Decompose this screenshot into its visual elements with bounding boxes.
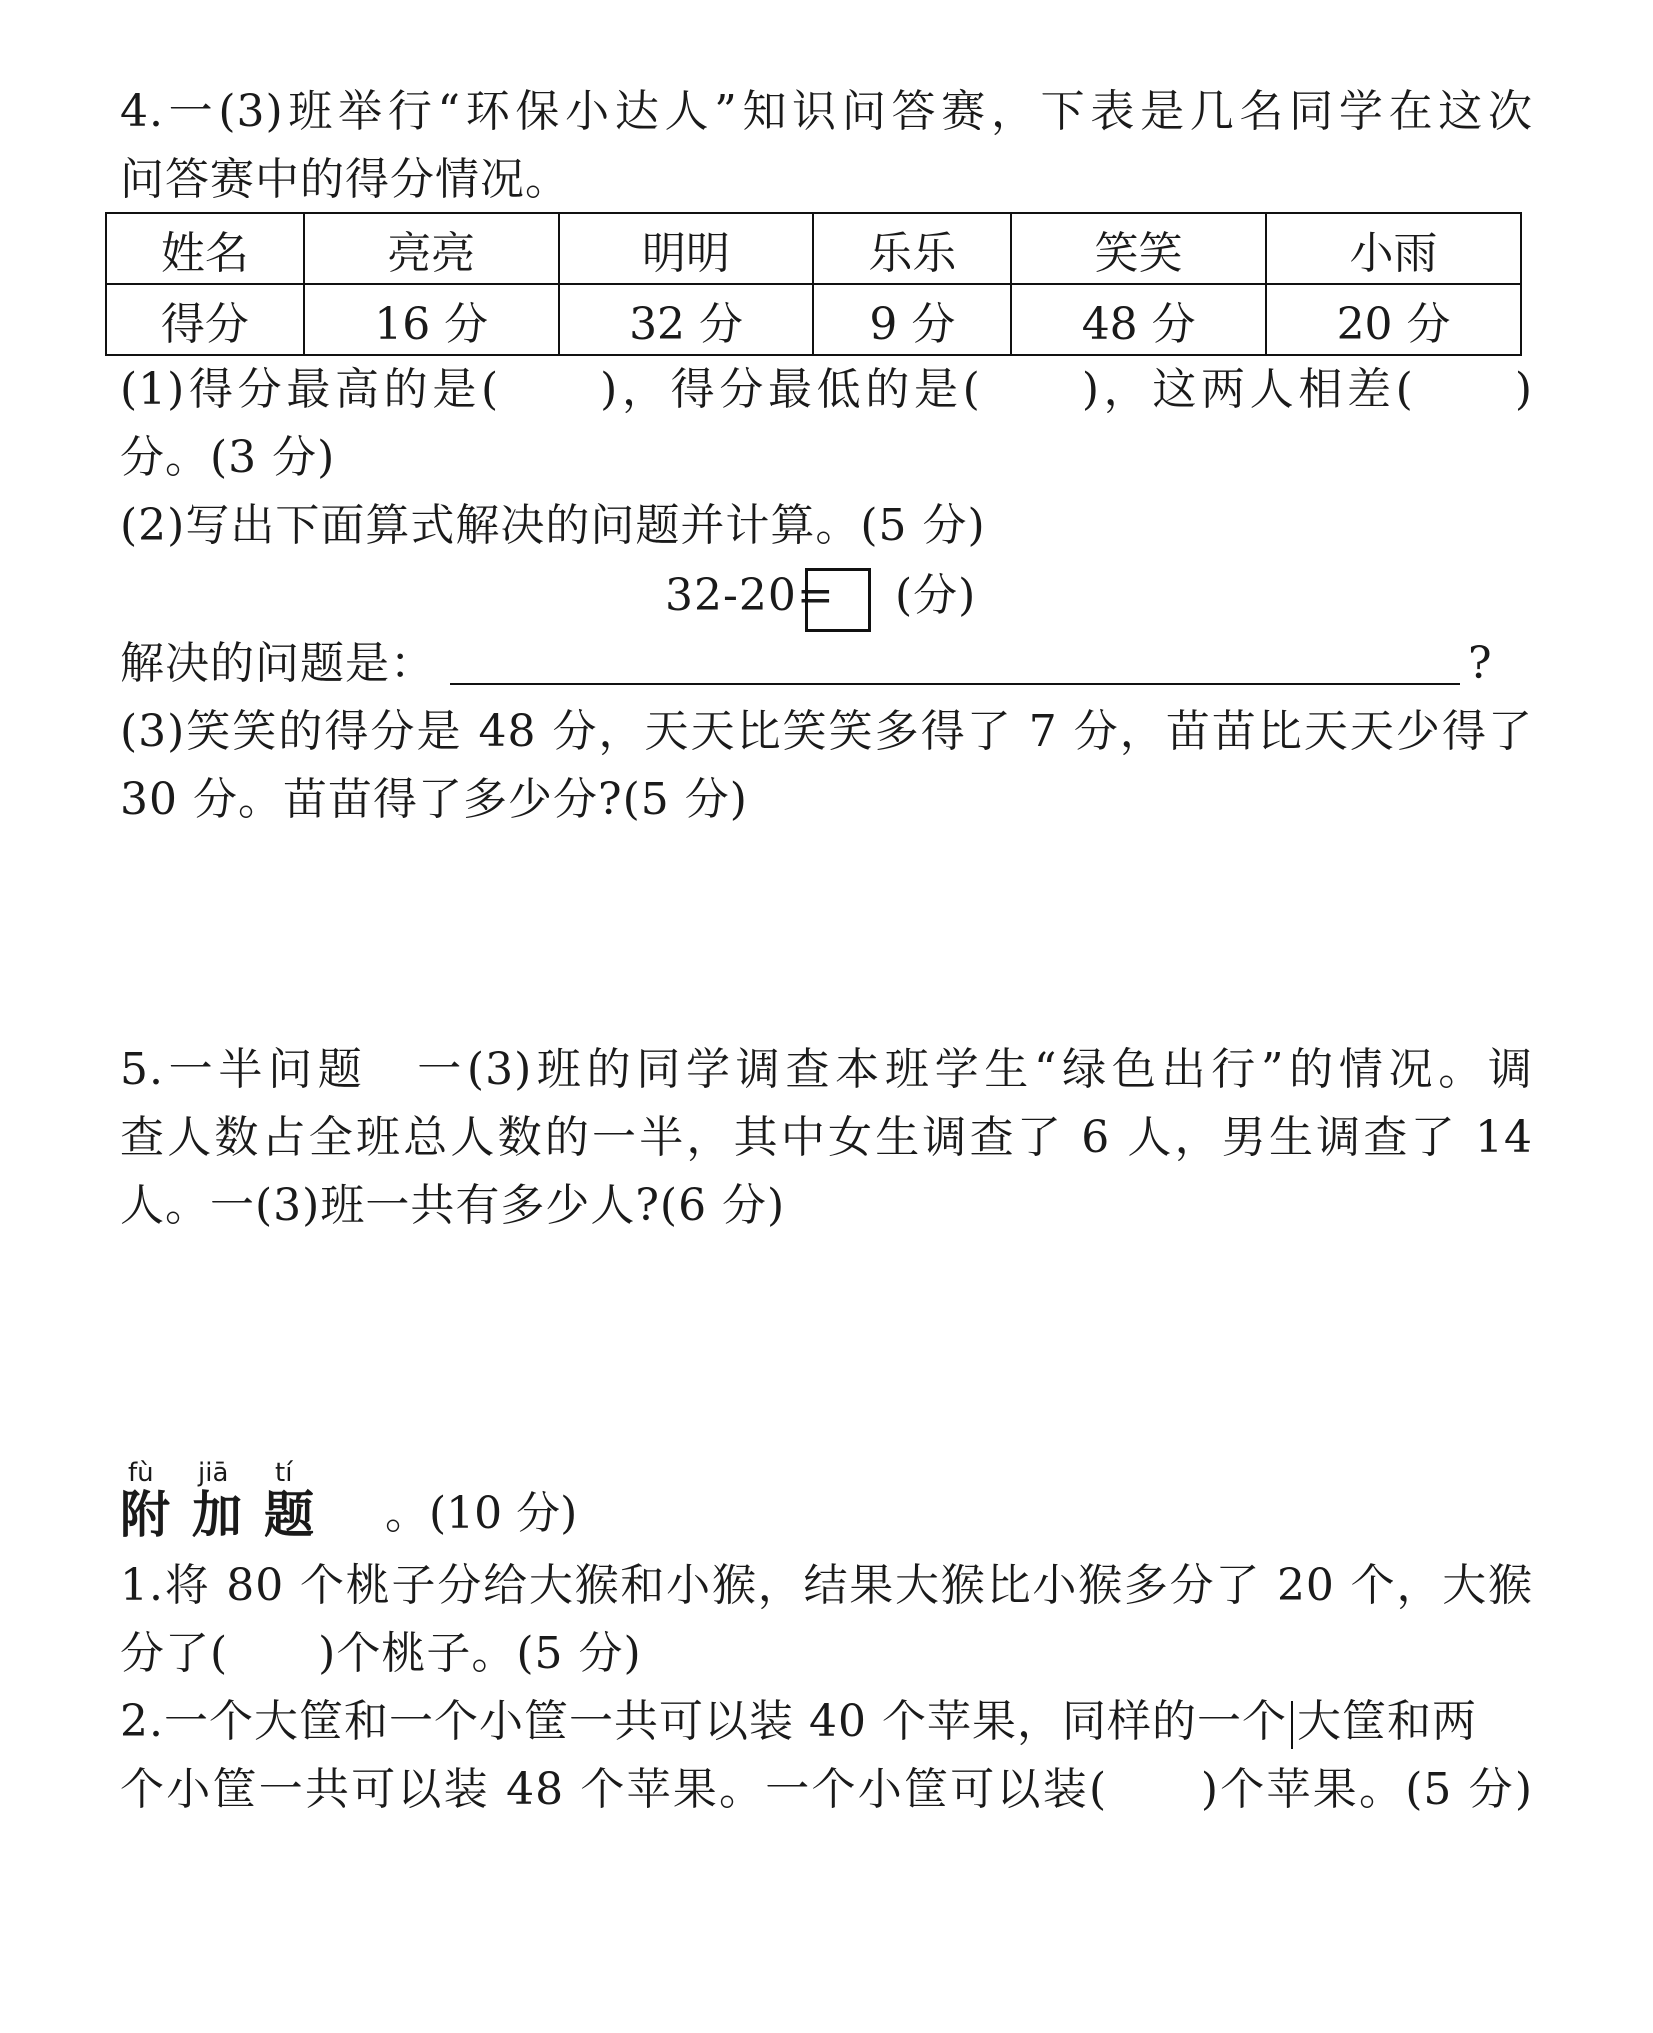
q4-part3-line2: 30 分。苗苗得了多少分?(5 分) [120,774,748,825]
q4-part2-expression: 32-20= [665,570,835,621]
table-cell: 亮亮 [304,213,559,284]
q5-line3: 人。一(3)班一共有多少人?(6 分) [120,1180,786,1231]
pinyin-ti: tí [275,1458,293,1488]
table-cell: 16 分 [304,284,559,355]
q5-line2: 查人数占全班总人数的一半，其中女生调查了 6 人，男生调查了 14 [120,1112,1533,1163]
q4-part1-line2: 分。(3 分) [120,432,336,483]
bonus-title: 附加题 [120,1486,336,1544]
table-cell: 得分 [106,284,304,355]
bonus-q2-line2: 个小筐一共可以装 48 个苹果。一个小筐可以装( )个苹果。(5 分) [120,1764,1533,1815]
bonus-score: 。(10 分) [385,1488,578,1539]
table-row [106,284,1521,355]
table-cell: 20 分 [1266,284,1521,355]
text-cursor [1291,1701,1293,1749]
table-cell: 小雨 [1266,213,1521,284]
table-cell: 笑笑 [1011,213,1266,284]
bonus-q2-line1 [120,1692,1477,1752]
answer-box[interactable] [805,568,871,632]
bonus-q1-line1: 1.将 80 个桃子分给大猴和小猴，结果大猴比小猴多分了 20 个，大猴 [120,1560,1533,1611]
q4-intro-line2: 问答赛中的得分情况。 [120,154,570,205]
score-table [105,212,1522,356]
table-cell: 姓名 [106,213,304,284]
q4-intro-line1: 4.一(3)班举行“环保小达人”知识问答赛，下表是几名同学在这次 [120,86,1533,137]
q4-part2-answer-end: ? [1468,638,1493,689]
bonus-q2-line1-text-b: 大筐和两 [1296,1696,1477,1747]
q4-part3-line1: (3)笑笑的得分是 48 分，天天比笑笑多得了 7 分，苗苗比天天少得了 [120,706,1533,757]
bonus-q1-line2: 分了( )个桃子。(5 分) [120,1628,642,1679]
table-cell: 乐乐 [813,213,1011,284]
answer-underline[interactable] [450,683,1460,685]
table-header-row [106,213,1521,284]
table-cell: 48 分 [1011,284,1266,355]
q4-part2-answer-label: 解决的问题是： [120,638,435,689]
q4-part2-line1: (2)写出下面算式解决的问题并计算。(5 分) [120,500,986,551]
table-cell: 明明 [559,213,814,284]
table-cell: 32 分 [559,284,814,355]
q4-part1-line1: (1)得分最高的是( )，得分最低的是( )，这两人相差( ) [120,364,1533,415]
table-cell: 9 分 [813,284,1011,355]
pinyin-jia: jiā [198,1458,229,1488]
q5-line1: 5.一半问题 一(3)班的同学调查本班学生“绿色出行”的情况。调 [120,1044,1533,1095]
bonus-q2-line1-text-a: 2.一个大筐和一个小筐一共可以装 40 个苹果，同样的一个 [120,1696,1287,1747]
q4-part2-unit: (分) [895,570,977,621]
pinyin-fu: fù [128,1458,154,1488]
